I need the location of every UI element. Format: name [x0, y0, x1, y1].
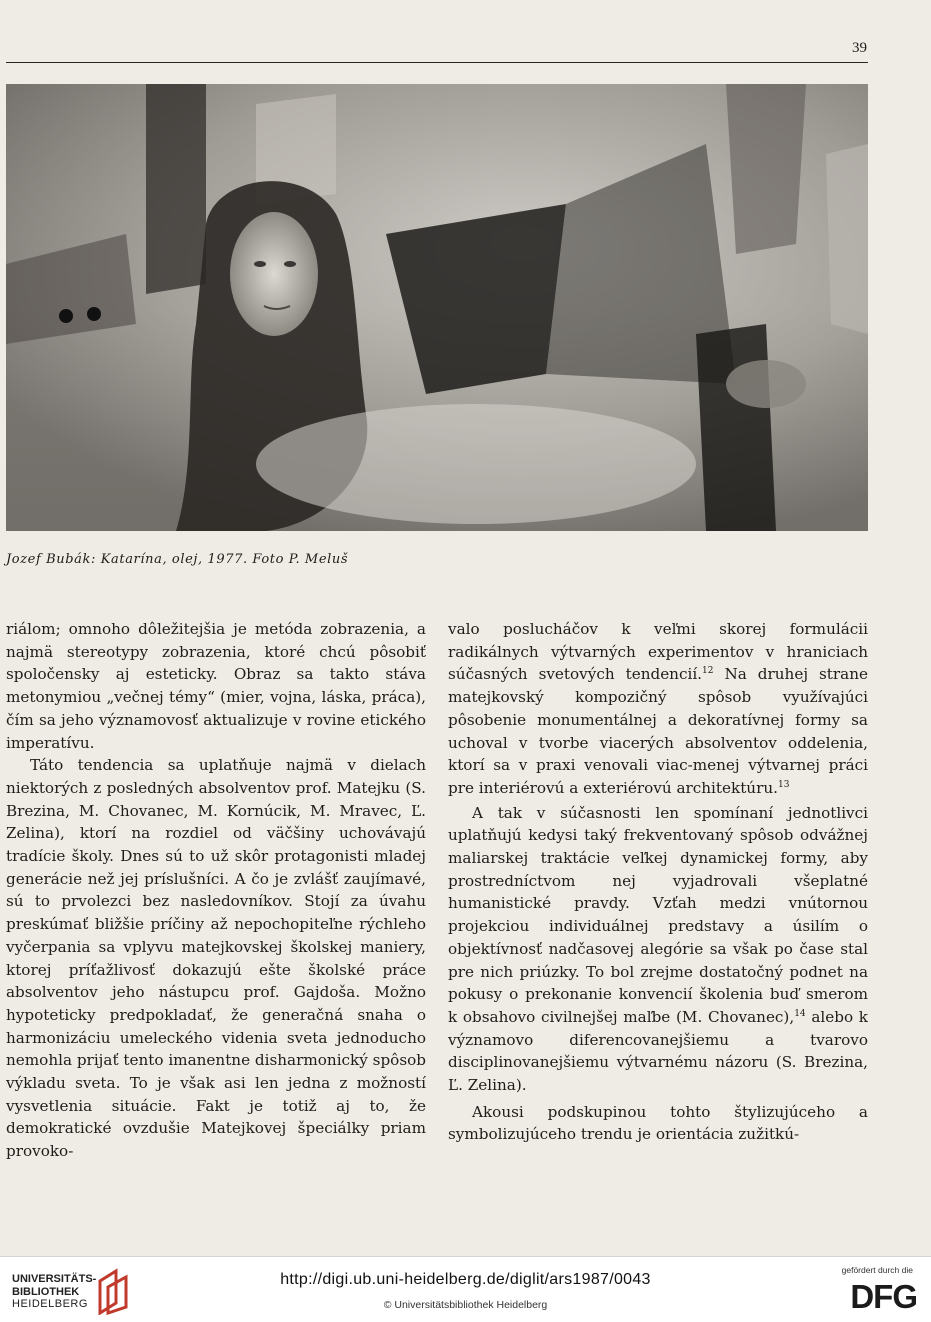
paragraph	[448, 618, 868, 800]
paragraph-text: alebo k významovo diferencovanejšiemu a tvarovo disciplinovanejšiemu výtvarnému názoru (S. Brezina, Ľ. Zelina).	[448, 1007, 868, 1095]
painting-illustration	[6, 84, 868, 531]
permalink-url[interactable]: http://digi.ub.uni-heidelberg.de/diglit/ars1987/0043	[280, 1271, 651, 1288]
library-name-line: BIBLIOTHEK	[12, 1285, 80, 1298]
paragraph: Akousi podskupinou tohto štylizujúceho a symbolizujúceho trendu je orientácia zužitkú-	[448, 1102, 868, 1144]
paragraph: riálom; omnoho dôležitejšia je metóda zobrazenia, a najmä stereotypy zobrazenia, ktoré chcú pôsobiť spoločensky aj esteticky. Obraz sa takto stáva metonymiou „večnej témy“ (mier, vojna, láska, práca), čím sa jeho významovosť aktualizuje v rovine etického imperatívu.	[6, 620, 426, 752]
footer-bar	[0, 1256, 931, 1322]
funding-label: gefördert durch die	[841, 1265, 913, 1275]
header-rule	[6, 62, 868, 63]
footnote-ref[interactable]: 12	[702, 666, 714, 677]
paragraph-text: A tak v súčasnosti len spomínaní jednotlivci uplatňujú kedysi taký frekventovaný spôsob odvážnej maliarskej traktácie veľkej dynamickej formy, aby prostredníctvom nej vyjadrovali všeplatné humanistické pravdy. Vzťah medzi vnútornou projekciou individuálnej predstavy a úsilím o objektívnosť nadčasovej alegórie sa však po čase stal pre nich priúzky. To bol zrejme dostatočný podnet na pokusy o prekonanie konvencií školenia buď smerom k obsahovo civilnejšej maľbe (M. Chovanec),	[448, 803, 868, 1026]
text-column-left	[6, 618, 426, 1163]
paragraph-text: Na druhej strane matejkovský kompozičný spôsob využívajúci pôsobenie monumentálnej a dekoratívnej formy sa uchoval v tvorbe viacerých absolventov oddelenia, ktorí sa v praxi venovali viac-menej výtvarnej práci pre interiérovú a exteriérovú architektúru.	[448, 665, 868, 797]
paragraph	[448, 802, 868, 1097]
text-column-right	[448, 618, 868, 1146]
footnote-ref[interactable]: 14	[794, 1008, 806, 1019]
page-number: 39	[852, 40, 867, 56]
library-name-line: HEIDELBERG	[12, 1298, 88, 1310]
paragraph-text: valo poslucháčov k veľmi skorej formulácii radikálnych výtvarných experimentov v hraniciach súčasných svetových tendencií.	[448, 620, 868, 684]
dfg-logo[interactable]: DFG	[850, 1278, 917, 1315]
copyright-notice: © Universitätsbibliothek Heidelberg	[383, 1299, 548, 1311]
footnote-ref[interactable]: 13	[777, 779, 790, 790]
paragraph: Táto tendencia sa uplatňuje najmä v dielach niektorých z posledných absolventov prof. Matejku (S. Brezina, M. Chovanec, M. Kornúcik, M. Mravec, Ľ. Zelina), ktorí na rozdiel od väčšiny uchovávajú tradície školy. Dnes sú to už skôr protagonisti mladej generácie než jej príslušníci. A čo je zvlášť zaujímavé, sú to prvolezci bez nasledovníkov. Stojí za úvahu preskúmať bližšie príčiny až nepochopiteľne rýchleho vyčerpania sa vplyvu matejkovskej školskej maniery, ktorej príťažlivosť dokazujú ešte školské práce absolventov jeho nástupcu prof. Gajdoša. Možno hypoteticky predpokladať, že generačná snaha o harmonizáciu umeleckého videnia sveta jednoducho nemohla prijať tento imanentne disharmonický spôsob výkladu sveta. To je však asi len jedna z možností vysvetlenia situácie. Fakt je totiž aj to, že demokratické ovzdušie Matejkovej špeciálky priam provoko-	[6, 756, 426, 1161]
painting-photo	[6, 84, 868, 531]
figure-caption: Jozef Bubák: Katarína, olej, 1977. Foto P. Meluš	[6, 552, 349, 567]
library-name-line: UNIVERSITÄTS-	[12, 1273, 97, 1285]
